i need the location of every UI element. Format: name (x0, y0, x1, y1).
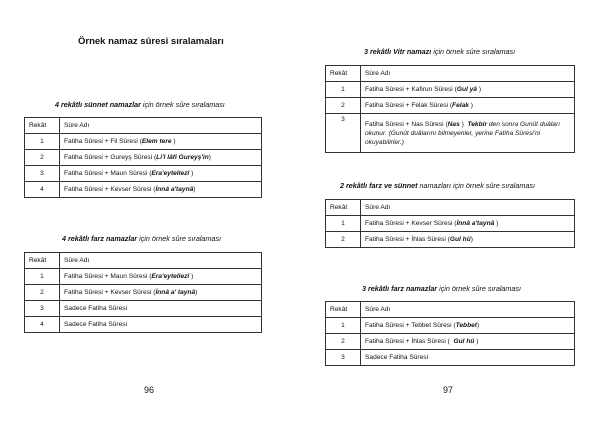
table-caption: 4 rekâtlı farz namazlar için örnek sûre sıralaması (62, 234, 221, 243)
table-2-rekat (325, 199, 575, 248)
table-caption: 3 rekâtlı Vitr namazı için örnek sûre sıralaması (364, 47, 516, 56)
table-row: 1 Fatiha Sûresi + Kevser Sûresi (İnnâ a'taynâ ) (326, 216, 575, 232)
col-header-sure: Sûre Adı (361, 66, 575, 82)
page-number: 96 (144, 385, 155, 395)
table-caption: 4 rekâtlı sünnet namazlar için örnek sûre sıralaması (55, 100, 225, 109)
table-3-rekat-farz (325, 301, 575, 366)
table-row: 1 Fatiha Sûresi + Fil Sûresi (Elem tere ) (25, 134, 262, 150)
table-row: 4 Sadece Fatiha Sûresi (25, 317, 262, 333)
table-row: 2 Fatiha Sûresi + Felak Sûresi (Felak ) (326, 98, 575, 114)
col-header-sure: Sûre Adı (361, 200, 575, 216)
table-row: 1 Fatiha Sûresi + Tebbet Sûresi (Tebbet) (326, 318, 575, 334)
table-row: 3 Fatiha Sûresi + Nas Sûresi (Nas ) Tekbir den sonra Gunût duâları okunur. (Gunût duâlarını bilmeyenler, yerine Fatiha Sûresi'ni okuyabilirler.) (326, 114, 575, 153)
col-header-rekat: Rekât (25, 253, 60, 269)
table-3-rekat-vitr (325, 65, 575, 153)
table-caption: 3 rekâtlı farz namazlar için örnek sûre sıralaması (362, 284, 521, 293)
table-row: 3 Sadece Fatiha Sûresi (25, 301, 262, 317)
col-header-rekat: Rekât (326, 66, 361, 82)
col-header-sure: Sûre Adı (60, 253, 262, 269)
col-header-sure: Sûre Adı (60, 118, 262, 134)
col-header-sure: Sûre Adı (361, 302, 575, 318)
table-row: 4 Fatiha Sûresi + Kevser Sûresi (İnnâ a'taynâ) (25, 182, 262, 198)
col-header-rekat: Rekât (25, 118, 60, 134)
table-row: 2 Fatiha Sûresi + Gureyş Sûresi (Li'î lâfi Gureyş'in) (25, 150, 262, 166)
page-heading: Örnek namaz sûresi sıralamaları (78, 36, 224, 47)
col-header-rekat: Rekât (326, 302, 361, 318)
table-row: 3 Fatiha Sûresi + Maun Sûresi (Era'eytellezî ) (25, 166, 262, 182)
table-row: 1 Fatiha Sûresi + Maun Sûresi (Era'eytellezî ) (25, 269, 262, 285)
table-4-rekat-farz (24, 252, 262, 333)
table-row: 2 Fatiha Sûresi + İhlas Sûresi ( Gul hü ) (326, 334, 575, 350)
table-caption: 2 rekâtlı farz ve sünnet namazları için örnek sûre sıralaması (340, 181, 535, 190)
table-4-rekat-sunnet (24, 117, 262, 198)
page-number: 97 (443, 385, 454, 395)
table-row: 3 Sadece Fatiha Sûresi (326, 350, 575, 366)
col-header-rekat: Rekât (326, 200, 361, 216)
table-row: 2 Fatiha Sûresi + İhlas Sûresi (Gul hü) (326, 232, 575, 248)
table-row: 2 Fatiha Sûresi + Kevser Sûresi (İnnâ a' taynâ) (25, 285, 262, 301)
table-row: 1 Fatiha Sûresi + Kafirun Sûresi (Gul yâ ) (326, 82, 575, 98)
